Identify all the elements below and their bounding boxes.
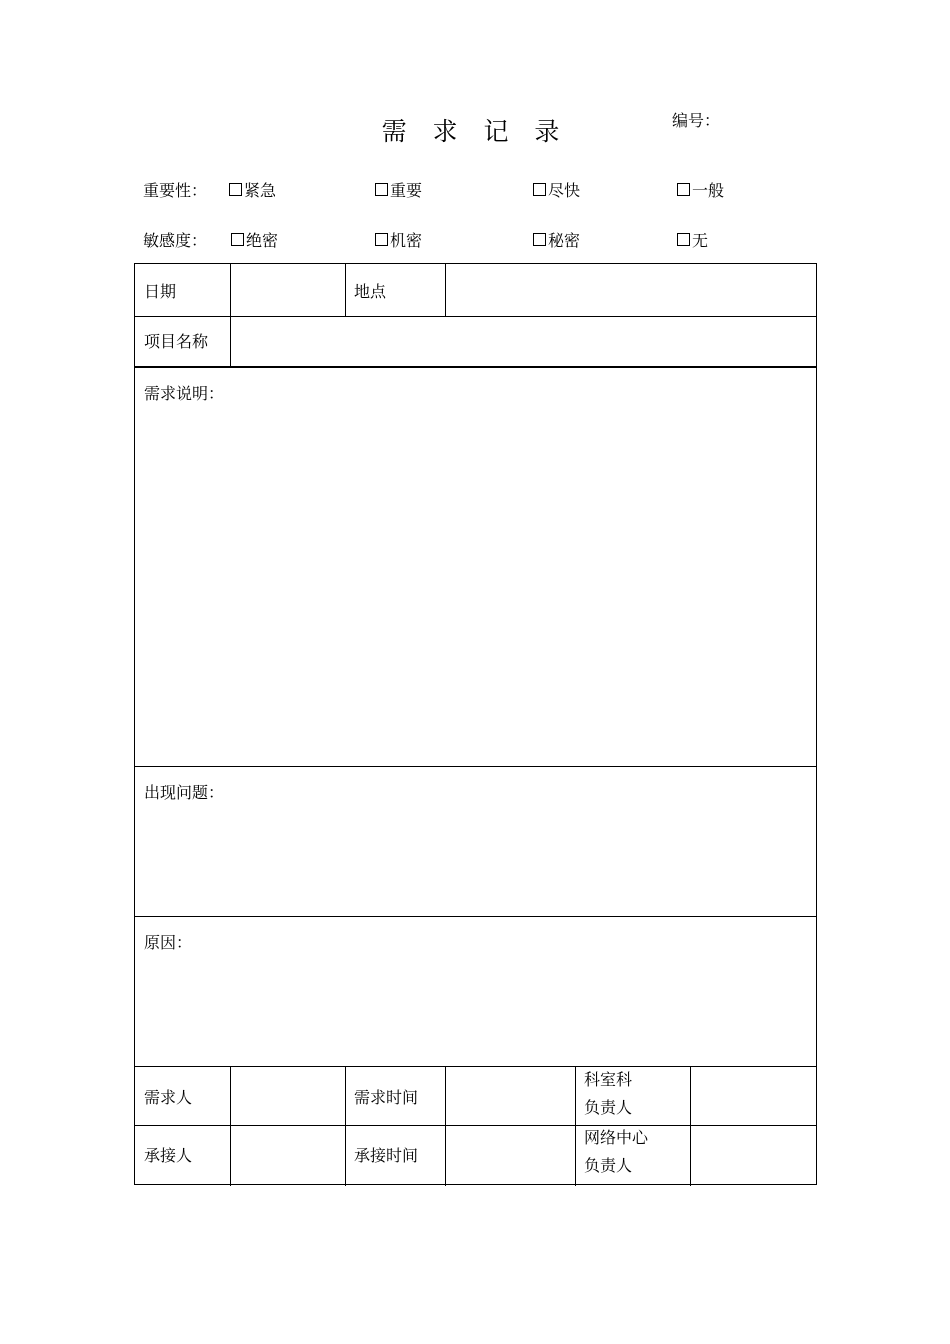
option-label: 机密 — [390, 231, 423, 250]
network-center-head-label — [584, 1124, 648, 1180]
serial-number-label: 编号： — [672, 111, 721, 130]
option-label: 绝密 — [246, 231, 279, 250]
sensitivity-option-confidential[interactable] — [375, 228, 422, 251]
checkbox[interactable] — [677, 183, 690, 196]
column-divider — [345, 264, 346, 316]
importance-option-urgent[interactable] — [229, 178, 276, 201]
dept-head-line2: 负责人 — [584, 1098, 633, 1117]
row-divider — [135, 366, 816, 368]
column-divider — [345, 1066, 346, 1186]
requirement-form — [134, 263, 817, 1185]
dept-head-label — [584, 1066, 632, 1122]
column-divider — [575, 1066, 576, 1186]
request-time-label: 需求时间 — [354, 1088, 419, 1107]
row-divider — [135, 916, 816, 917]
importance-label: 重要性： — [143, 181, 208, 200]
option-label: 紧急 — [244, 181, 277, 200]
checkbox[interactable] — [533, 233, 546, 246]
sensitivity-label: 敏感度： — [143, 231, 208, 250]
importance-option-asap[interactable] — [533, 178, 580, 201]
option-label: 一般 — [692, 181, 725, 200]
location-label: 地点 — [354, 282, 387, 301]
row-divider — [135, 316, 816, 317]
network-head-line2: 负责人 — [584, 1156, 633, 1175]
column-divider — [690, 1066, 691, 1186]
row-divider — [135, 766, 816, 767]
receiver-label: 承接人 — [144, 1146, 193, 1165]
importance-option-important[interactable] — [375, 178, 422, 201]
option-label: 秘密 — [548, 231, 581, 250]
dept-head-line1: 科室科 — [584, 1070, 633, 1089]
checkbox[interactable] — [231, 233, 244, 246]
network-head-line1: 网络中心 — [584, 1128, 649, 1147]
row-divider — [135, 1066, 816, 1067]
option-label: 尽快 — [548, 181, 581, 200]
requester-label: 需求人 — [144, 1088, 193, 1107]
date-label: 日期 — [144, 282, 177, 301]
project-name-label: 项目名称 — [144, 332, 209, 351]
checkbox[interactable] — [375, 183, 388, 196]
option-label: 无 — [692, 231, 709, 250]
reason-label: 原因： — [144, 933, 193, 952]
column-divider — [445, 1066, 446, 1186]
checkbox[interactable] — [533, 183, 546, 196]
checkbox[interactable] — [229, 183, 242, 196]
issues-label: 出现问题： — [144, 783, 225, 802]
sensitivity-option-none[interactable] — [677, 228, 708, 251]
sensitivity-option-top-secret[interactable] — [231, 228, 278, 251]
column-divider — [230, 264, 231, 366]
importance-option-normal[interactable] — [677, 178, 724, 201]
option-label: 重要 — [390, 181, 423, 200]
column-divider — [445, 264, 446, 316]
column-divider — [230, 1066, 231, 1186]
checkbox[interactable] — [375, 233, 388, 246]
row-divider — [135, 1125, 816, 1126]
description-label: 需求说明： — [144, 384, 225, 403]
document-title: 需 求 记 录 — [381, 117, 569, 146]
checkbox[interactable] — [677, 233, 690, 246]
receive-time-label: 承接时间 — [354, 1146, 419, 1165]
sensitivity-option-secret[interactable] — [533, 228, 580, 251]
